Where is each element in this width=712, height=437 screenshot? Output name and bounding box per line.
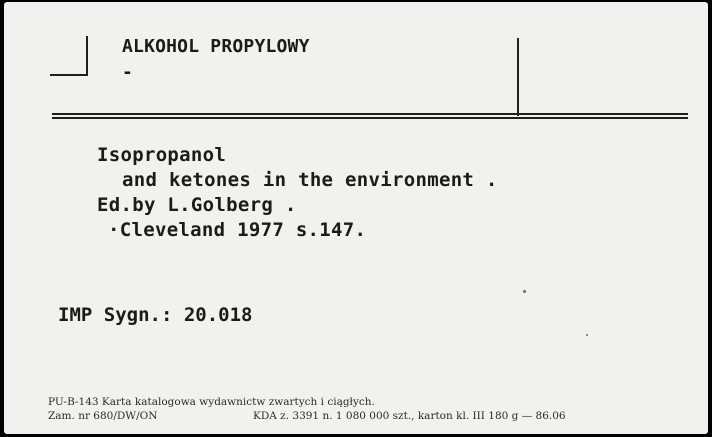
footer-order-number: Zam. nr 680/DW/ON: [48, 410, 158, 422]
header-rule-bottom: [52, 117, 688, 119]
subtitle-line: and ketones in the environment .: [122, 169, 498, 191]
subject-heading: ALKOHOL PROPYLOWY: [122, 36, 310, 57]
title-line: Isopropanol: [97, 144, 227, 166]
header-vertical-divider: [517, 38, 519, 116]
footer-form-line: PU-B-143 Karta katalogowa wydawnictw zwartych i ciągłych.: [48, 396, 375, 408]
header-rule-top: [52, 113, 688, 115]
corner-mark-horizontal: [50, 74, 88, 76]
call-number: IMP Sygn.: 20.018: [58, 304, 253, 326]
paper-speck: [586, 334, 588, 336]
publication-line: ·Cleveland 1977 s.147.: [108, 219, 367, 241]
corner-mark-vertical: [86, 36, 88, 76]
catalog-card: [4, 2, 708, 434]
footer-print-info: KDA z. 3391 n. 1 080 000 szt., karton kl. III 180 g — 86.06: [253, 410, 566, 422]
subheading-dash: -: [122, 62, 133, 83]
editor-line: Ed.by L.Golberg .: [97, 194, 297, 216]
paper-speck: [523, 290, 526, 293]
